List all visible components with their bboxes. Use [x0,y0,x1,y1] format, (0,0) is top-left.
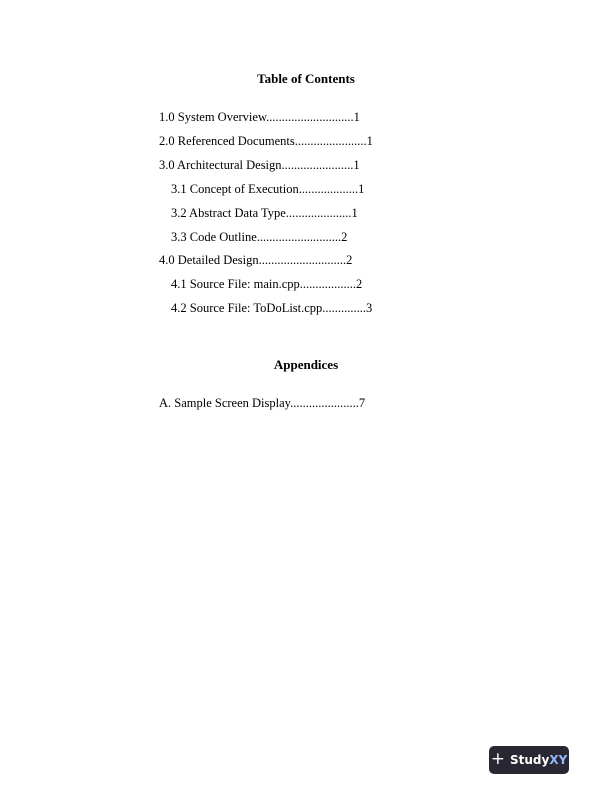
brand-part2: XY [549,753,568,767]
toc-subentry[interactable]: 4.2 Source File: ToDoList.cpp..............3 [171,301,373,315]
toc-subentry[interactable]: 3.2 Abstract Data Type.....................1 [171,206,358,220]
plus-icon: + [490,748,505,769]
brand-part1: Study [509,753,550,767]
appendix-entry[interactable]: A. Sample Screen Display......................7 [159,396,366,410]
toc-title: Table of Contents [257,71,355,86]
brand-text [510,753,567,767]
studyxy-watermark[interactable] [489,746,569,774]
appendices-title: Appendices [273,357,339,372]
toc-entry[interactable]: 3.0 Architectural Design.......................1 [159,158,360,172]
toc-entry[interactable]: 4.0 Detailed Design............................2 [159,253,353,267]
toc-entry[interactable]: 1.0 System Overview............................1 [159,110,360,124]
toc-subentry[interactable]: 3.3 Code Outline...........................2 [171,230,348,244]
toc-entry[interactable]: 2.0 Referenced Documents.......................1 [159,134,373,148]
toc-subentry[interactable]: 4.1 Source File: main.cpp..................2 [171,277,363,291]
toc-subentry[interactable]: 3.1 Concept of Execution...................1 [171,182,365,196]
